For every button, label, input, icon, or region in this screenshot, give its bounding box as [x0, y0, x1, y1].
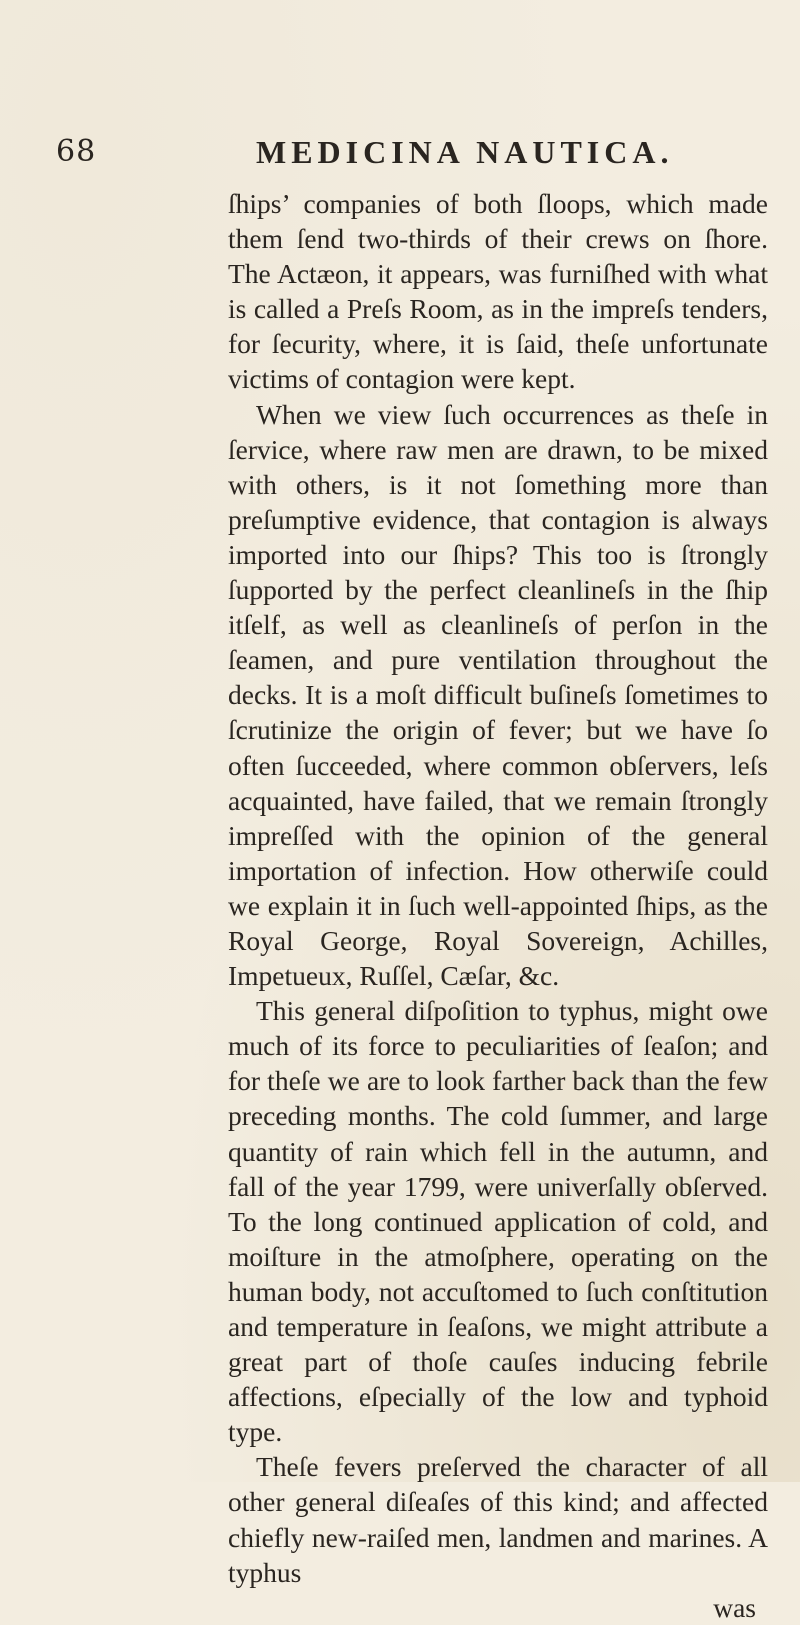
paragraph-continuation: ſhips’ companies of both ſloops, which made them ſend two-thirds of their crews on ſhore. The Actæon, it appears, was furniſhed with what is called a Preſs Room, as in the impreſs tenders, for ſecurity, where, it is ſaid, theſe unfortunate victims of contagion were kept. [228, 188, 768, 395]
catchword: was [713, 1591, 756, 1623]
book-title: MEDICINA NAUTICA. [256, 134, 674, 170]
paragraph-contagion: When we view ſuch occurrences as theſe in ſervice, where raw men are drawn, to be mixed with others, is it not ſomething more than preſumptive evidence, that contagion is always imported into our ſhips? This too is ſtrongly ſupported by the perfect cleanlineſs in the ſhip itſelf, as well as cleanlineſs of perſon in the ſeamen, and pure ventilation throughout the decks. It is a moſt difficult buſineſs ſometimes to ſcrutinize the origin of fever; but we have ſo often ſucceeded, where common obſervers, leſs acquainted, have failed, that we remain ſtrongly impreſſed with the opinion of the general importation of infection. How otherwiſe could we explain it in ſuch well-appointed ſhips, as the Royal George, Royal Sovereign, Achilles, Impetueux, Ruſſel, Cæſar, &c. [228, 398, 768, 992]
paragraph-fevers: Theſe fevers preſerved the character of all other general diſeaſes of this kind; and affected chiefly new-raiſed men, landmen and marines. A typhus [228, 1451, 768, 1588]
catchword-line [228, 1590, 768, 1625]
running-head [56, 134, 760, 182]
paragraph-season: This general diſpoſition to typhus, might owe much of its force to peculiarities of ſeaſon; and for theſe we are to look farther back than the few preceding months. The cold ſummer, and large quantity of rain which fell in the autumn, and fall of the year 1799, were univerſally obſerved. To the long continued application of cold, and moiſture in the atmoſphere, operating on the human body, not accuſtomed to ſuch conſtitution and temperature in ſeaſons, we might attribute a great part of thoſe cauſes inducing febrile affections, eſpecially of the low and typhoid type. [228, 995, 768, 1448]
page-number: 68 [56, 134, 97, 169]
body-text [228, 186, 768, 1625]
